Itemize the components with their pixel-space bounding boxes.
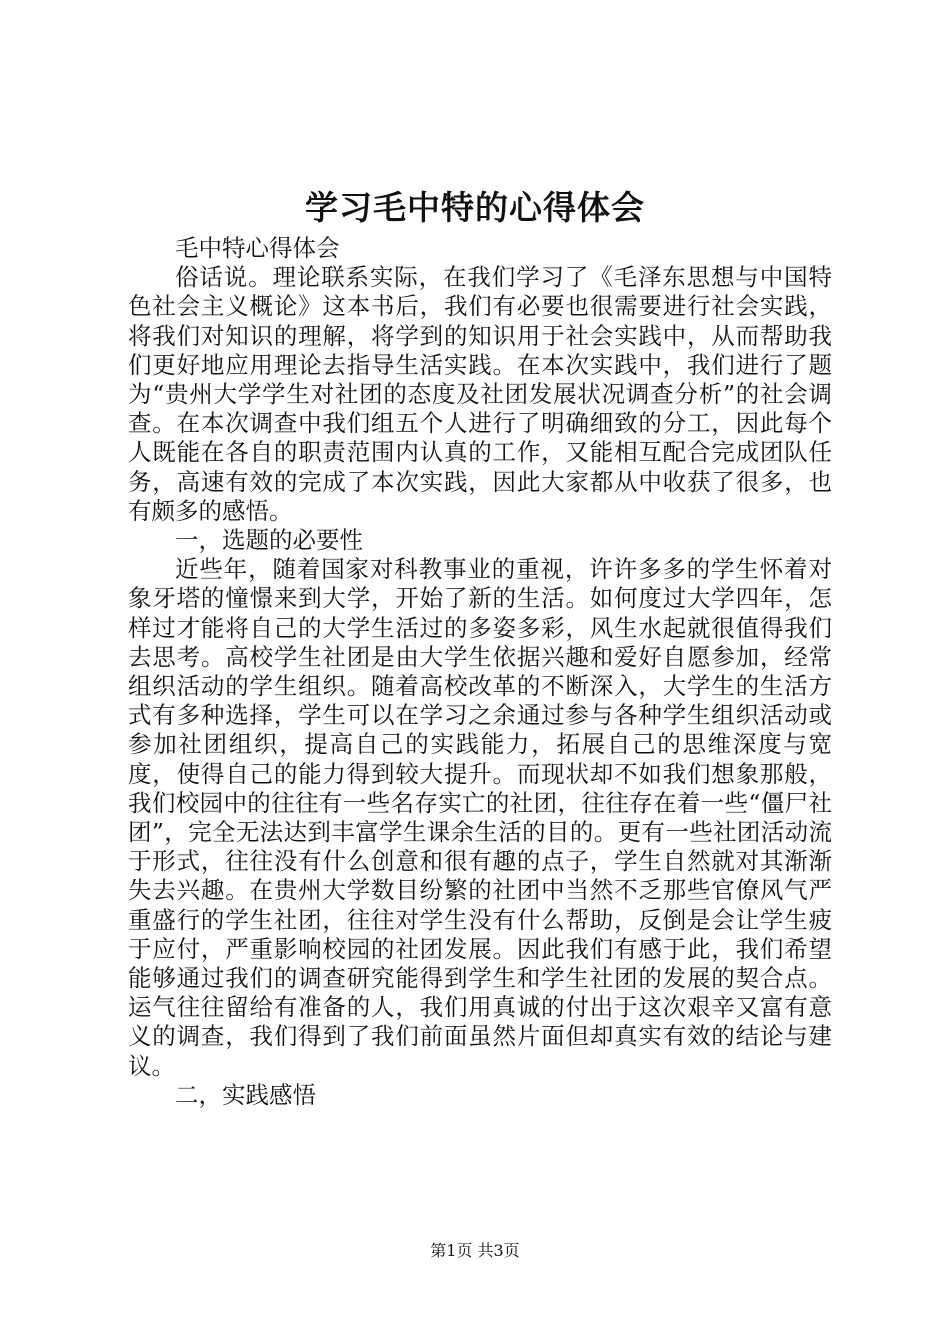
document-title: 学习毛中特的心得体会	[305, 188, 645, 227]
intro-paragraph: 俗话说。理论联系实际，在我们学习了《毛泽东思想与中国特色社会主义概论》这本书后，我们有必要也很需要进行社会实践，将我们对知识的理解，将学到的知识用于社会实践中，从而帮助我们更好地应用理论去指导生活实践。在本次实践中，我们进行了题为“贵州大学学生对社团的态度及社团发展状况调查分析”的社会调查。在本次调查中我们组五个人进行了明确细致的分工，因此每个人既能在各自的职责范围内认真的工作，又能相互配合完成团队任务，高速有效的完成了本次实践，因此大家都从中收获了很多，也有颇多的感悟。	[128, 263, 832, 525]
page-footer: 第1页 共3页	[430, 1241, 520, 1260]
section-heading-1: 一，选题的必要性	[175, 526, 363, 555]
section-heading-2: 二，实践感悟	[175, 1080, 316, 1109]
section-1-paragraph: 近些年，随着国家对科教事业的重视，许许多多的学生怀着对象牙塔的憧憬来到大学，开始了新的生活。如何度过大学四年，怎样过才能将自己的大学生活过的多姿多彩，风生水起就很值得我们去思考。高校学生社团是由大学生依据兴趣和爱好自愿参加，经常组织活动的学生组织。随着高校改革的不断深入，大学生的生活方式有多种选择，学生可以在学习之余通过参与各种学生组织活动或参加社团组织，提高自己的实践能力，拓展自己的思维深度与宽度，使得自己的能力得到较大提升。而现状却不如我们想象那般，我们校园中的往往有一些名存实亡的社团，往往存在着一些“僵尸社团”，完全无法达到丰富学生课余生活的目的。更有一些社团活动流于形式，往往没有什么创意和很有趣的点子，学生自然就对其渐渐失去兴趣。在贵州大学数目纷繁的社团中当然不乏那些官僚风气严重盛行的学生社团，往往对学生没有什么帮助，反倒是会让学生疲于应付，严重影响校园的社团发展。因此我们有感于此，我们希望能够通过我们的调查研究能得到学生和学生社团的发展的契合点。运气往往留给有准备的人，我们用真诚的付出于这次艰辛又富有意义的调查，我们得到了我们前面虽然片面但却真实有效的结论与建议。	[128, 555, 832, 1080]
subtitle-paragraph: 毛中特心得体会	[175, 234, 340, 262]
document-body	[128, 234, 832, 1110]
